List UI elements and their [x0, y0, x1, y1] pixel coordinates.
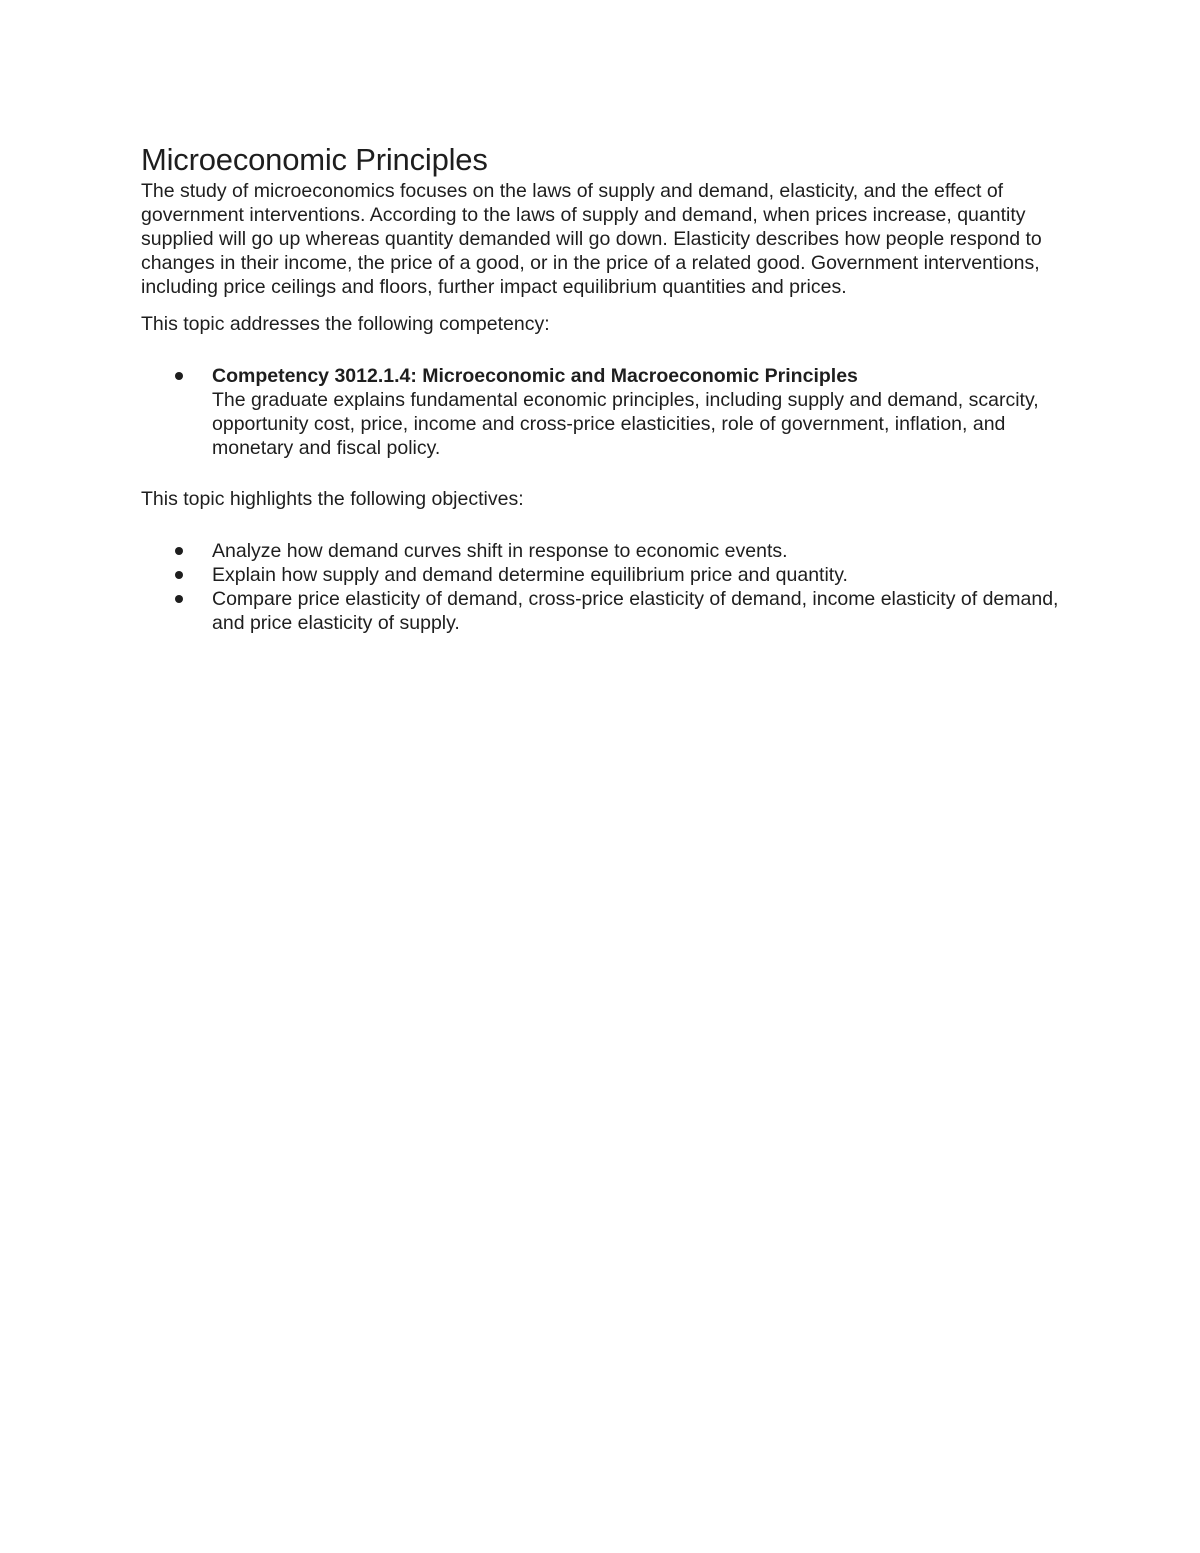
document-page — [141, 141, 1061, 635]
objective-item — [141, 539, 1061, 563]
competency-list — [141, 364, 1061, 460]
objective-text: Explain how supply and demand determine equilibrium price and quantity. — [212, 564, 848, 586]
bullet-icon — [175, 372, 183, 380]
objectives-list — [141, 539, 1061, 635]
objective-text: Compare price elasticity of demand, cross-price elasticity of demand, income elasticity of demand, and price elasticity of supply. — [212, 588, 1059, 634]
objectives-lead: This topic highlights the following objectives: — [141, 488, 524, 510]
bullet-icon — [175, 547, 183, 555]
objective-item — [141, 563, 1061, 587]
competency-description: The graduate explains fundamental economic principles, including supply and demand, scarcity, opportunity cost, price, income and cross-price elasticities, role of government, inflation, and monetary and fiscal policy. — [212, 389, 1039, 459]
bullet-icon — [175, 595, 183, 603]
competency-heading: Competency 3012.1.4: Microeconomic and Macroeconomic Principles — [212, 365, 858, 387]
intro-paragraph: The study of microeconomics focuses on the laws of supply and demand, elasticity, and the effect of government interventions. According to the laws of supply and demand, when prices increase, quantity supplied will go up whereas quantity demanded will go down. Elasticity describes how people respond to changes in their income, the price of a good, or in the price of a related good. Government interventions, including price ceilings and floors, further impact equilibrium quantities and prices. — [141, 180, 1042, 298]
competency-lead: This topic addresses the following competency: — [141, 313, 550, 335]
bullet-icon — [175, 571, 183, 579]
objective-text: Analyze how demand curves shift in response to economic events. — [212, 540, 788, 562]
objective-item — [141, 587, 1061, 635]
document-title: Microeconomic Principles — [141, 142, 488, 177]
competency-item — [141, 364, 1061, 460]
